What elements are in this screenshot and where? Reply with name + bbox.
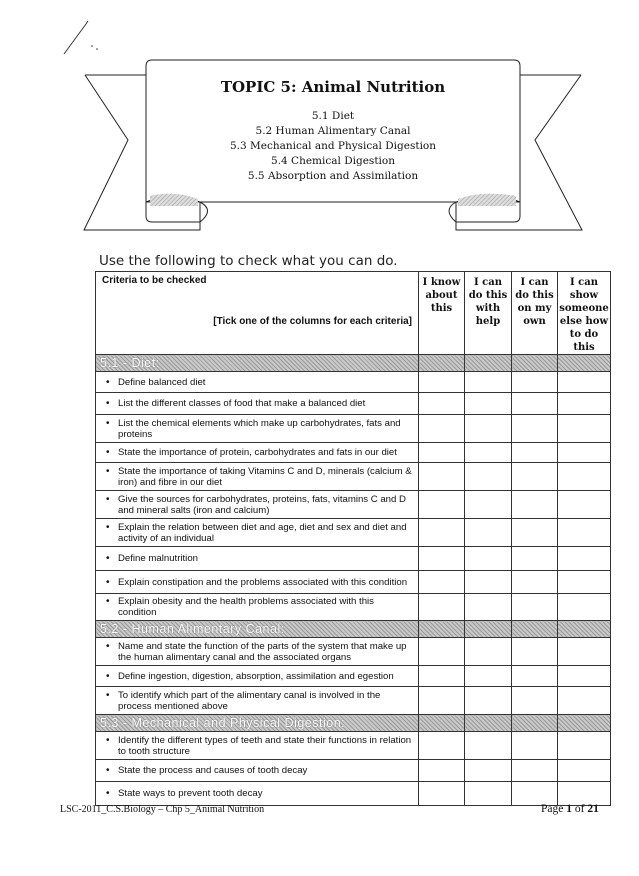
tick-cell[interactable] bbox=[512, 782, 558, 806]
criterion-text: State the process and causes of tooth decay bbox=[118, 765, 308, 776]
self-check-table bbox=[95, 271, 611, 806]
criterion-text: Define balanced diet bbox=[118, 376, 206, 388]
column-header-line: own bbox=[523, 316, 546, 327]
column-header-line: else how bbox=[559, 316, 609, 327]
tick-cell[interactable] bbox=[558, 666, 611, 687]
bullet-icon: • bbox=[106, 689, 110, 701]
tick-cell[interactable] bbox=[465, 519, 512, 547]
tick-cell[interactable] bbox=[512, 519, 558, 547]
tick-cell[interactable] bbox=[465, 463, 512, 491]
section-cell bbox=[512, 621, 558, 638]
bullet-icon: • bbox=[106, 788, 110, 799]
column-header-line: I know bbox=[422, 277, 461, 288]
criterion-item bbox=[96, 443, 419, 463]
tick-cell[interactable] bbox=[558, 372, 611, 393]
section-label: 5.3 - Mechanical and Physical Digestion: bbox=[96, 715, 419, 732]
criterion-text: Define ingestion, digestion, absorption, assimilation and egestion bbox=[118, 670, 394, 682]
column-header-line: I can bbox=[520, 277, 549, 288]
section-label: 5.1 - Diet: bbox=[96, 355, 419, 372]
table-row bbox=[96, 443, 611, 463]
tick-cell[interactable] bbox=[558, 519, 611, 547]
tick-cell[interactable] bbox=[558, 393, 611, 415]
criterion-item bbox=[96, 547, 419, 571]
criterion-text: Explain constipation and the problems associated with this condition bbox=[118, 576, 408, 588]
tick-cell[interactable] bbox=[558, 638, 611, 666]
tick-cell[interactable] bbox=[419, 687, 465, 715]
bullet-icon: • bbox=[106, 493, 110, 505]
bullet-icon: • bbox=[106, 640, 110, 652]
criterion-text: List the different classes of food that make a balanced diet bbox=[118, 398, 366, 409]
column-header-line: to do this bbox=[569, 329, 599, 353]
tick-cell[interactable] bbox=[465, 782, 512, 806]
criterion-item bbox=[96, 638, 419, 666]
criterion-item bbox=[96, 571, 419, 594]
criterion-text: Identify the different types of teeth and state their functions in relation to tooth structure bbox=[118, 734, 412, 757]
column-header-line: I can bbox=[474, 277, 502, 288]
tick-cell[interactable] bbox=[512, 571, 558, 594]
tick-cell[interactable] bbox=[558, 415, 611, 443]
criteria-hint: [Tick one of the columns for each criteria] bbox=[213, 316, 412, 327]
page-prefix: Page bbox=[541, 803, 567, 815]
section-cell bbox=[419, 715, 465, 732]
tick-cell[interactable] bbox=[465, 443, 512, 463]
criterion-item bbox=[96, 594, 419, 621]
tick-cell[interactable] bbox=[512, 372, 558, 393]
footer-document-id: LSC-2011_C.S.Biology – Chp 5_Animal Nutrition bbox=[60, 804, 265, 815]
bullet-icon: • bbox=[106, 553, 110, 564]
criterion-item bbox=[96, 782, 419, 806]
tick-cell[interactable] bbox=[465, 571, 512, 594]
table-row bbox=[96, 760, 611, 782]
tick-cell[interactable] bbox=[419, 372, 465, 393]
tick-cell[interactable] bbox=[512, 547, 558, 571]
tick-cell[interactable] bbox=[465, 594, 512, 621]
column-header-know bbox=[419, 272, 465, 355]
bullet-icon: • bbox=[106, 765, 110, 776]
section-cell bbox=[465, 621, 512, 638]
criteria-header bbox=[96, 272, 419, 355]
column-header-on-my-own bbox=[512, 272, 558, 355]
bullet-icon: • bbox=[106, 670, 110, 682]
column-header-show-someone bbox=[558, 272, 611, 355]
criterion-text: Define malnutrition bbox=[118, 553, 198, 564]
table-row bbox=[96, 519, 611, 547]
table-row bbox=[96, 491, 611, 519]
tick-cell[interactable] bbox=[465, 491, 512, 519]
tick-cell[interactable] bbox=[558, 760, 611, 782]
column-header-line: I can show bbox=[569, 277, 599, 301]
tick-cell[interactable] bbox=[512, 732, 558, 760]
section-cell bbox=[512, 355, 558, 372]
section-cell bbox=[419, 355, 465, 372]
tick-cell[interactable] bbox=[419, 491, 465, 519]
topic-title: TOPIC 5: Animal Nutrition bbox=[220, 78, 446, 96]
criterion-text: Explain obesity and the health problems associated with this condition bbox=[118, 596, 374, 618]
page-total: 21 bbox=[587, 803, 599, 815]
bullet-icon: • bbox=[106, 596, 110, 607]
tick-cell[interactable] bbox=[419, 519, 465, 547]
section-cell bbox=[558, 621, 611, 638]
criterion-item bbox=[96, 687, 419, 715]
tick-cell[interactable] bbox=[465, 393, 512, 415]
tick-cell[interactable] bbox=[419, 760, 465, 782]
tick-cell[interactable] bbox=[419, 393, 465, 415]
criterion-item bbox=[96, 732, 419, 760]
section-label: 5.2 - Human Alimentary Canal: bbox=[96, 621, 419, 638]
section-cell bbox=[512, 715, 558, 732]
tick-cell[interactable] bbox=[419, 594, 465, 621]
tick-cell[interactable] bbox=[558, 782, 611, 806]
table-row bbox=[96, 372, 611, 393]
tick-cell[interactable] bbox=[512, 393, 558, 415]
intro-instruction: Use the following to check what you can do. bbox=[99, 253, 398, 269]
criterion-item bbox=[96, 463, 419, 491]
section-row-alimentary-canal bbox=[96, 621, 611, 638]
table-row bbox=[96, 415, 611, 443]
tick-cell[interactable] bbox=[465, 372, 512, 393]
criterion-text: List the chemical elements which make up carbohydrates, fats and proteins bbox=[118, 417, 401, 440]
tick-cell[interactable] bbox=[419, 782, 465, 806]
tick-cell[interactable] bbox=[512, 443, 558, 463]
tick-cell[interactable] bbox=[512, 687, 558, 715]
criterion-text: To identify which part of the alimentary canal is involved in the process mentioned above bbox=[118, 689, 381, 712]
column-header-line: on my bbox=[517, 303, 552, 314]
column-header-line: this bbox=[430, 303, 453, 314]
criterion-text: Name and state the function of the parts of the system that make up the human alimentary canal and the associated organs bbox=[118, 640, 407, 663]
criterion-text: Explain the relation between diet and age, diet and sex and diet and activity of an individual bbox=[118, 521, 407, 544]
criterion-text: State the importance of taking Vitamins C and D, minerals (calcium & iron) and fibre in our diet bbox=[118, 465, 412, 488]
subtopic-item: 5.3 Mechanical and Physical Digestion bbox=[229, 140, 437, 152]
tick-cell[interactable] bbox=[512, 491, 558, 519]
tick-cell[interactable] bbox=[558, 594, 611, 621]
criteria-title: Criteria to be checked bbox=[102, 275, 207, 286]
bullet-icon: • bbox=[106, 398, 110, 409]
tick-cell[interactable] bbox=[419, 666, 465, 687]
tick-cell[interactable] bbox=[465, 547, 512, 571]
tick-cell[interactable] bbox=[512, 638, 558, 666]
table-row bbox=[96, 638, 611, 666]
bullet-icon: • bbox=[106, 465, 110, 477]
tick-cell[interactable] bbox=[512, 594, 558, 621]
table-row bbox=[96, 687, 611, 715]
section-cell bbox=[419, 621, 465, 638]
section-cell bbox=[465, 715, 512, 732]
tick-cell[interactable] bbox=[465, 638, 512, 666]
tick-cell[interactable] bbox=[465, 760, 512, 782]
tick-cell[interactable] bbox=[465, 732, 512, 760]
tick-cell[interactable] bbox=[512, 760, 558, 782]
table-row bbox=[96, 463, 611, 491]
tick-cell[interactable] bbox=[419, 443, 465, 463]
table-row bbox=[96, 594, 611, 621]
table-row bbox=[96, 782, 611, 806]
criterion-text: State ways to prevent tooth decay bbox=[118, 788, 263, 799]
tick-cell[interactable] bbox=[558, 571, 611, 594]
table-row bbox=[96, 393, 611, 415]
table-header-row bbox=[96, 272, 611, 355]
section-row-mechanical-digestion bbox=[96, 715, 611, 732]
tick-cell[interactable] bbox=[419, 547, 465, 571]
tick-cell[interactable] bbox=[465, 687, 512, 715]
bullet-icon: • bbox=[106, 447, 110, 458]
bullet-icon: • bbox=[106, 417, 110, 429]
column-header-line: do this bbox=[468, 290, 508, 301]
criterion-item bbox=[96, 491, 419, 519]
column-header-line: do this bbox=[515, 290, 554, 301]
section-row-diet bbox=[96, 355, 611, 372]
criterion-item bbox=[96, 666, 419, 687]
tick-cell[interactable] bbox=[558, 687, 611, 715]
column-header-line: someone bbox=[559, 303, 609, 314]
criterion-text: State the importance of protein, carbohydrates and fats in our diet bbox=[118, 447, 397, 458]
tick-cell[interactable] bbox=[465, 666, 512, 687]
subtopic-item: 5.4 Chemical Digestion bbox=[271, 155, 395, 167]
subtopic-item: 5.1 Diet bbox=[311, 110, 355, 122]
tick-cell[interactable] bbox=[558, 491, 611, 519]
section-cell bbox=[465, 355, 512, 372]
tick-cell[interactable] bbox=[558, 463, 611, 491]
bullet-icon: • bbox=[106, 576, 110, 588]
tick-cell[interactable] bbox=[512, 463, 558, 491]
section-cell bbox=[558, 715, 611, 732]
criterion-item bbox=[96, 372, 419, 393]
tick-cell[interactable] bbox=[558, 732, 611, 760]
subtopic-item: 5.2 Human Alimentary Canal bbox=[255, 125, 411, 137]
criterion-item bbox=[96, 393, 419, 415]
tick-cell[interactable] bbox=[512, 415, 558, 443]
section-cell bbox=[558, 355, 611, 372]
table-row bbox=[96, 732, 611, 760]
criterion-item bbox=[96, 760, 419, 782]
tick-cell[interactable] bbox=[419, 415, 465, 443]
tick-cell[interactable] bbox=[558, 547, 611, 571]
page-current: 1 bbox=[566, 803, 572, 815]
tick-cell[interactable] bbox=[558, 443, 611, 463]
footer-page-number bbox=[541, 803, 599, 815]
tick-cell[interactable] bbox=[419, 463, 465, 491]
table-row bbox=[96, 547, 611, 571]
criterion-item bbox=[96, 519, 419, 547]
table-row bbox=[96, 666, 611, 687]
tick-cell[interactable] bbox=[465, 415, 512, 443]
bullet-icon: • bbox=[106, 376, 110, 388]
bullet-icon: • bbox=[106, 734, 110, 746]
criterion-text: Give the sources for carbohydrates, proteins, fats, vitamins C and D and mineral salts (iron and calcium) bbox=[118, 493, 406, 516]
page-of: of bbox=[571, 803, 588, 815]
tick-cell[interactable] bbox=[419, 732, 465, 760]
bullet-icon: • bbox=[106, 521, 110, 533]
column-header-line: help bbox=[475, 316, 501, 327]
criterion-item bbox=[96, 415, 419, 443]
tick-cell[interactable] bbox=[419, 638, 465, 666]
subtopic-item: 5.5 Absorption and Assimilation bbox=[247, 170, 419, 182]
column-header-line: with bbox=[475, 303, 501, 314]
tick-cell[interactable] bbox=[419, 571, 465, 594]
tick-cell[interactable] bbox=[512, 666, 558, 687]
subtopic-list bbox=[148, 109, 518, 184]
column-header-line: about bbox=[425, 290, 458, 301]
table-row bbox=[96, 571, 611, 594]
column-header-with-help bbox=[465, 272, 512, 355]
